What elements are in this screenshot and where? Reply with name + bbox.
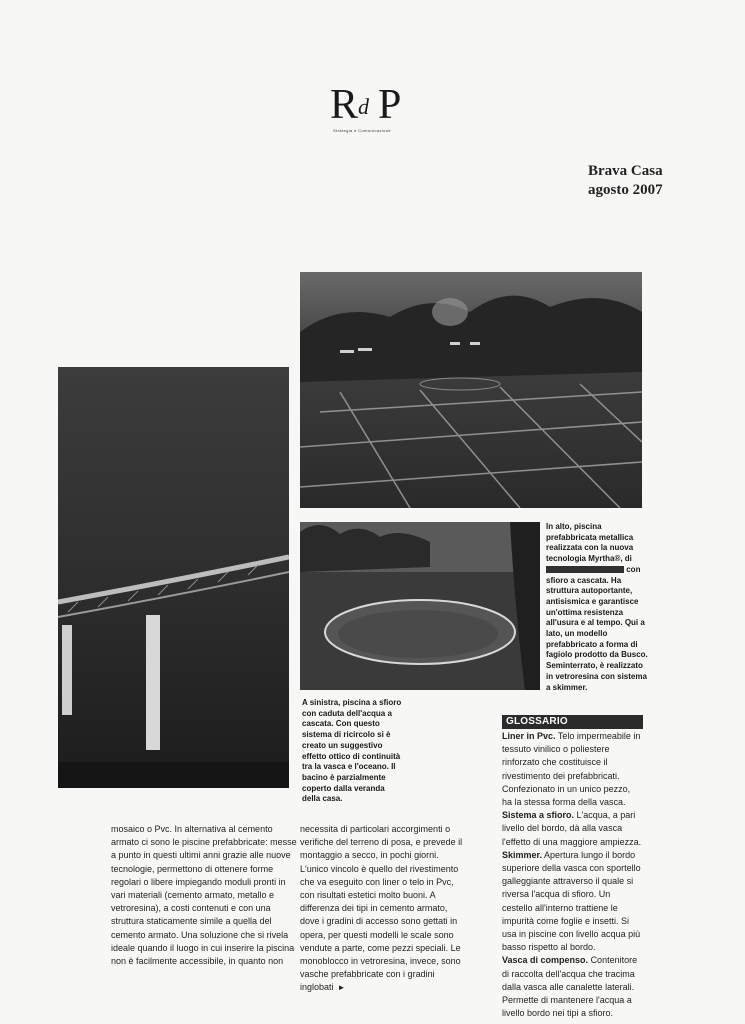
continue-arrow-icon: ►	[337, 983, 346, 993]
glossary-definition: L'acqua, a pari livello del bordo, dà alla vasca l'effetto di una maggiore ampiezza.	[502, 810, 642, 847]
glossary-item	[502, 730, 642, 809]
glossary-term: Sistema a sfioro.	[502, 810, 575, 821]
glossary-definition: Telo impermeabile in tessuto vinilico o poliestere rinforzato che costituisce il rivestimento dei prefabbricati. Confezionato in un unico pezzo, ha la stessa forma della vasca.	[502, 731, 641, 808]
glossary-definition: Apertura lungo il bordo superiore della vasca con sportello galleggiante attraverso il quale si riversa l'acqua di sfioro. Un cestello all'interno trattiene le impurità come foglie e insetti. Si usa in piscine con livello acqua più basso rispetto al bordo.	[502, 849, 641, 953]
glossary-item	[502, 849, 642, 955]
glossary-item	[502, 809, 642, 849]
article-text: necessita di particolari accorgimenti o verifiche del terreno di posa, e prevede il montaggio a secco, in pochi giorni. L'unico vincolo è quello del rivestimento che va eseguito con liner o telo in Pvc, con risultati estetici molto buoni. A differenza dei tipi in cemento armato, dove i gradini di accesso sono gettati in opera, per questi modelli le scale sono vendute a parte, come pezzi speciali. Le monoblocco in vetroresina, invece, sono vasche prefabbricate con i gradini inglobati	[300, 824, 463, 993]
publisher-logo	[328, 78, 420, 134]
svg-text:R: R	[330, 82, 359, 128]
photo-bean-pool	[300, 522, 540, 690]
photo-infinity-pool	[58, 367, 289, 788]
article-column-2	[300, 823, 468, 995]
publication-info	[588, 162, 708, 200]
glossary-term: Liner in Pvc.	[502, 731, 556, 741]
glossary-term: Skimmer.	[502, 849, 543, 860]
article-paragraph: mosaico o Pvc. In alternativa al cemento armato ci sono le piscine prefabbricate: messe a punto in questi ultimi anni grazie alle nuove tecnologie, permettono di ottenere forme regolari o libere impiegando moduli pronti in vari materiali (cemento armato, metallo e vetroresina), a costi contenuti e con una struttura staticamente simile a quella del cemento armato. Una soluzione che si rivela ideale quando il luogo in cui inserire la piscina non è facilmente accessibile, in quanto non	[111, 824, 297, 967]
glossary-list	[502, 730, 642, 1020]
photo-metal-pool	[300, 272, 642, 508]
glossary-title: GLOSSARIO	[502, 715, 643, 729]
redaction-bar	[546, 566, 624, 573]
svg-text:d: d	[358, 94, 369, 119]
glossary-item	[502, 954, 642, 1020]
svg-text:P: P	[378, 82, 402, 128]
publication-name: Brava Casa	[588, 163, 663, 179]
logo-tagline: Strategia e Comunicazione	[333, 128, 392, 133]
caption-text-part2: con sfioro a cascata. Ha struttura autoportante, antisismica e garantisce un'ottima resistenza all'usura e al tempo. Qui a lato, un modello prefabbricato a forma di fagiolo prodotto da Busco. Seminterrato, è realizzato in vetroresina con sistema a skimmer.	[546, 564, 648, 692]
caption-top-photos	[546, 522, 648, 693]
article-paragraph	[300, 823, 468, 995]
glossary-definition: Contenitore di raccolta dell'acqua che tracima dalla vasca alle canalette laterali. Permette di mantenere l'acqua a livello bordo nei tipi a sfioro.	[502, 955, 638, 1019]
caption-text-part1: In alto, piscina prefabbricata metallica realizzata con la nuova tecnologia Myrtha®, di	[546, 522, 634, 564]
glossary-term: Vasca di compenso.	[502, 955, 589, 966]
publication-date: agosto 2007	[588, 182, 663, 198]
caption-left-photo: A sinistra, piscina a sfioro con caduta dell'acqua a cascata. Con questo sistema di ricircolo si è creato un suggestivo effetto ottico di continuità tra la vasca e l'oceano. Il bacino è parzialmente coperto dalla veranda della casa.	[302, 698, 402, 804]
article-column-1	[111, 823, 297, 968]
